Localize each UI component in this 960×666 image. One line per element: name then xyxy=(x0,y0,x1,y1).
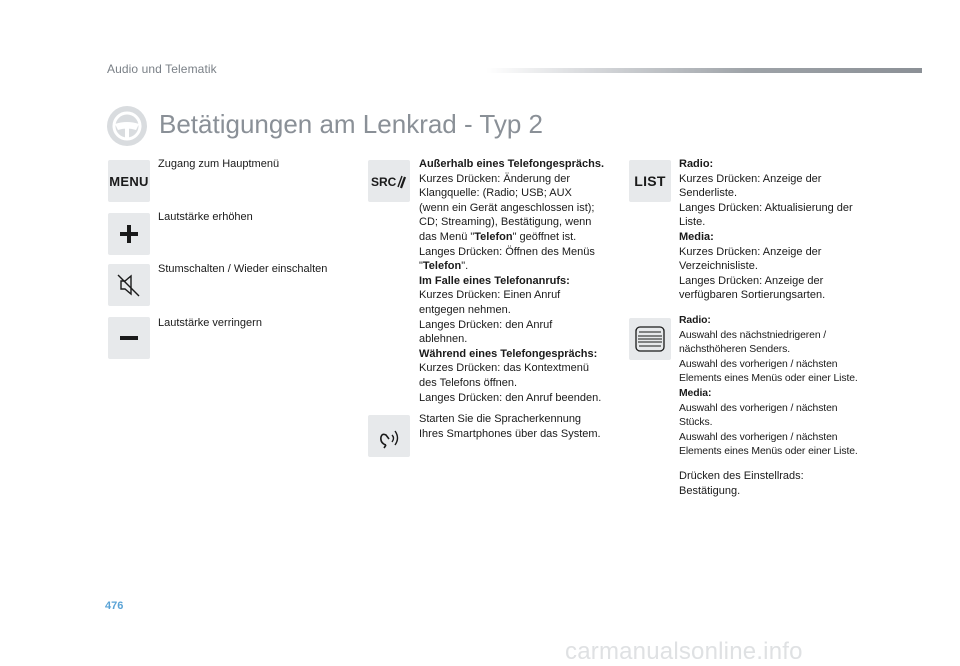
menu-description: Zugang zum Hauptmenü xyxy=(158,158,280,170)
text-line: Auswahl des vorherigen / nächsten xyxy=(679,431,838,443)
header-bar xyxy=(486,68,922,73)
text-line: Langes Drücken: Öffnen des Menüs xyxy=(419,245,595,258)
text-line: Ihres Smartphones über das System. xyxy=(419,427,601,440)
plus-button-icon xyxy=(108,213,150,255)
text-line: Klangquelle: (Radio; USB; AUX xyxy=(419,187,572,200)
text-line: Langes Drücken: den Anruf beenden. xyxy=(419,391,602,404)
text-line xyxy=(419,259,619,274)
text-line: Kurzes Drücken: Anzeige der xyxy=(679,245,822,258)
text-line: Auswahl des vorherigen / nächsten xyxy=(679,358,838,370)
mute-description: Stumschalten / Wieder einschalten xyxy=(158,263,328,275)
section-label: Audio und Telematik xyxy=(107,62,217,76)
text-fragment: " xyxy=(419,260,423,273)
text-line: Auswahl des vorherigen / nächsten xyxy=(679,402,838,414)
text-line: Langes Drücken: Anzeige der xyxy=(679,274,824,287)
thumbwheel-press-description xyxy=(679,469,879,498)
text-line: Radio: xyxy=(679,315,711,326)
text-fragment: " geöffnet ist. xyxy=(512,230,577,243)
minus-description: Lautstärke verringern xyxy=(158,317,262,329)
text-line: entgegen nehmen. xyxy=(419,303,511,316)
text-line: ablehnen. xyxy=(419,333,468,346)
text-line: CD; Streaming), Bestätigung, wenn xyxy=(419,216,592,229)
text-line: Kurzes Drücken: das Kontextmenü xyxy=(419,362,589,375)
src-label: SRC xyxy=(371,175,397,189)
minus-button-icon xyxy=(108,317,150,359)
text-line: Drücken des Einstellrads: xyxy=(679,470,804,482)
page-number: 476 xyxy=(105,600,124,612)
text-line: Während eines Telefongesprächs: xyxy=(419,347,598,360)
text-line: Auswahl des nächstniedrigeren / xyxy=(679,329,827,341)
text-line: verfügbaren Sortierungsarten. xyxy=(679,289,826,302)
text-fragment: Telefon xyxy=(474,230,513,243)
list-button-icon: LIST xyxy=(629,160,671,202)
text-line: des Telefons öffnen. xyxy=(419,376,518,389)
thumbwheel-icon xyxy=(629,318,671,360)
text-line: Außerhalb eines Telefongesprächs. xyxy=(419,158,605,170)
text-line: Kurzes Drücken: Änderung der xyxy=(419,172,571,185)
plus-description: Lautstärke erhöhen xyxy=(158,211,253,223)
text-line: nächsthöheren Senders. xyxy=(679,344,791,356)
text-line: Starten Sie die Spracherkennung xyxy=(419,413,582,425)
text-line: Radio: xyxy=(679,158,714,170)
voice-command-description xyxy=(419,412,619,441)
text-line: Bestätigung. xyxy=(679,484,741,497)
watermark: carmanualsonline.info xyxy=(565,638,803,665)
text-line xyxy=(419,230,619,245)
text-line: Media: xyxy=(679,230,714,243)
voice-command-button-icon xyxy=(368,415,410,457)
steering-wheel-icon xyxy=(106,105,148,147)
text-line: Langes Drücken: den Anruf xyxy=(419,318,553,331)
text-line: Langes Drücken: Aktualisierung der xyxy=(679,201,853,214)
text-line: Verzeichnisliste. xyxy=(679,260,758,273)
text-line: Im Falle eines Telefonanrufs: xyxy=(419,274,570,287)
src-phone-description xyxy=(419,157,619,405)
text-fragment: Telefon xyxy=(422,260,462,273)
text-line: Kurzes Drücken: Anzeige der xyxy=(679,172,822,185)
text-line: Media: xyxy=(679,387,712,399)
text-line: (wenn ein Gerät angeschlossen ist); xyxy=(419,201,595,214)
text-fragment: das Menü " xyxy=(419,230,475,243)
text-line: Senderliste. xyxy=(679,187,738,200)
menu-button-icon: MENU xyxy=(108,160,150,202)
text-line: Elements eines Menüs oder einer Liste. xyxy=(679,373,858,385)
text-fragment: ". xyxy=(461,260,469,273)
text-line: Liste. xyxy=(679,216,706,229)
text-line: Kurzes Drücken: Einen Anruf xyxy=(419,289,561,302)
list-description xyxy=(679,157,879,303)
src-phone-button-icon xyxy=(368,160,410,202)
mute-button-icon xyxy=(108,264,150,306)
page-title: Betätigungen am Lenkrad - Typ 2 xyxy=(159,109,543,139)
text-line: Elements eines Menüs oder einer Liste. xyxy=(679,446,858,458)
thumbwheel-description xyxy=(679,314,894,460)
text-line: Stücks. xyxy=(679,417,713,429)
